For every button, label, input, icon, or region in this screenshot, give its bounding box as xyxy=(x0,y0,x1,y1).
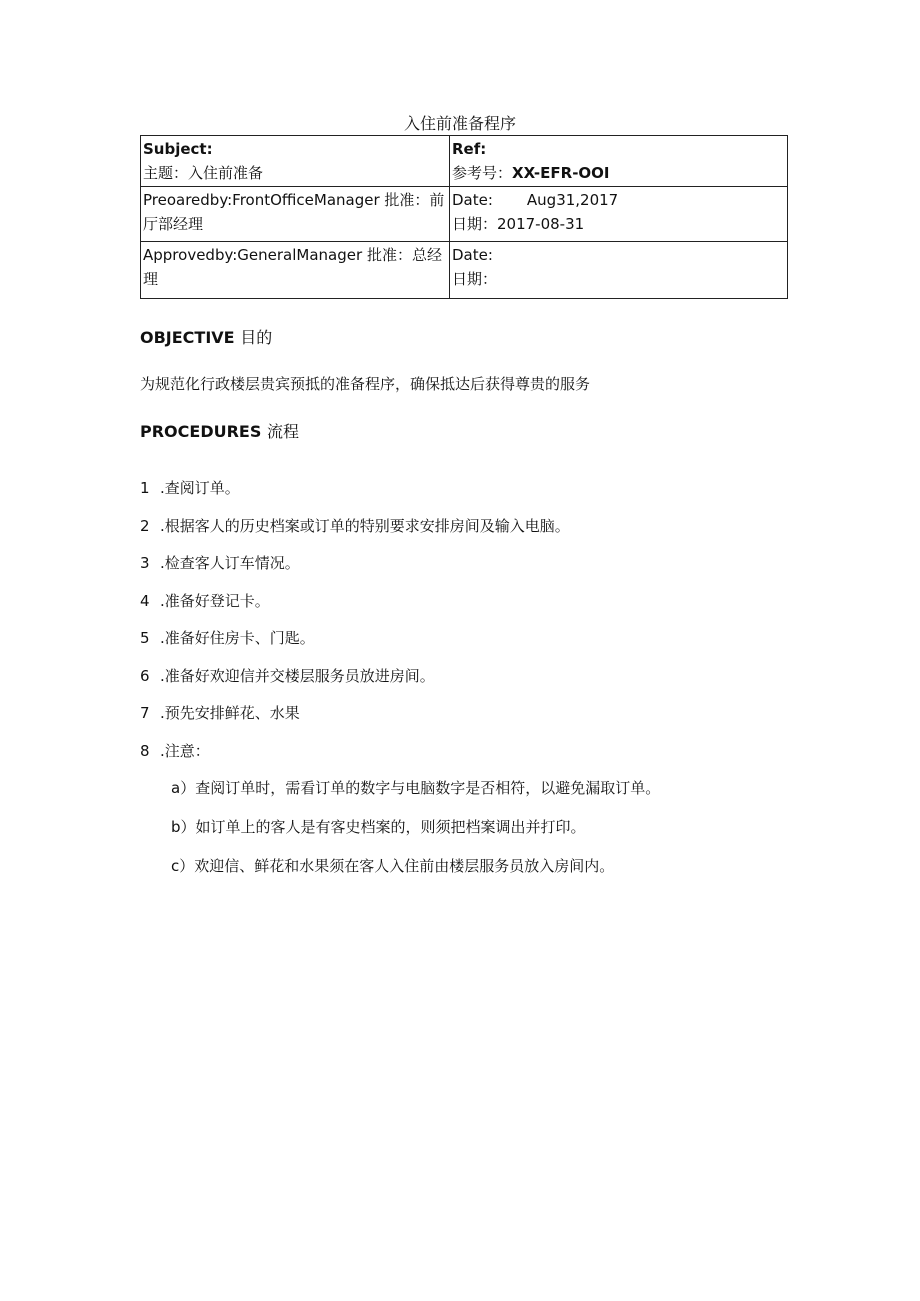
step-number: 2 xyxy=(140,516,150,535)
procedures-heading-en: PROCEDURES xyxy=(140,422,262,441)
objective-heading xyxy=(140,328,272,348)
step-number: 1 xyxy=(140,479,150,497)
step-text: .准备好欢迎信并交楼层服务员放进房间。 xyxy=(160,666,435,685)
step-number: 4 xyxy=(140,591,150,610)
page-title: 入住前准备程序 xyxy=(403,114,516,133)
step-text: .检查客人订车情况。 xyxy=(160,554,300,572)
ref-cell xyxy=(450,136,788,187)
table-row xyxy=(141,187,788,242)
approved-by-text: Approvedby:GeneralManager 批准：总经理 xyxy=(143,246,442,288)
approved-date-cell xyxy=(450,242,788,299)
step-number: 7 xyxy=(140,704,150,722)
step-text: .准备好登记卡。 xyxy=(160,591,270,610)
step-number: 8 xyxy=(140,741,150,760)
note-item: c）欢迎信、鲜花和水果须在客人入住前由楼层服务员放入房间内。 xyxy=(171,857,615,875)
step-number: 5 xyxy=(140,629,150,647)
table-row xyxy=(141,136,788,187)
step-text: .查阅订单。 xyxy=(160,479,240,497)
prepared-by-cell xyxy=(141,187,450,242)
subject-label: Subject: xyxy=(143,140,213,158)
procedures-heading-zh: 流程 xyxy=(266,422,299,441)
prepared-by-text: Preoaredby:FrontOfficeManager 批准：前厅部经理 xyxy=(143,191,445,233)
step-text: .准备好住房卡、门匙。 xyxy=(160,629,315,647)
procedures-heading xyxy=(140,422,299,442)
list-item xyxy=(140,665,570,703)
ref-value-label: 参考号： xyxy=(452,164,513,182)
objective-heading-en: OBJECTIVE xyxy=(140,328,235,347)
approved-date-zh: 日期： xyxy=(452,270,498,288)
list-item xyxy=(140,627,570,665)
step-text: .注意： xyxy=(160,741,210,760)
prepared-date-cell xyxy=(450,187,788,242)
list-item xyxy=(140,590,570,628)
approved-date-label: Date: xyxy=(452,246,493,264)
list-item xyxy=(140,477,570,515)
note-item: b）如订单上的客人是有客史档案的，则须把档案调出并打印。 xyxy=(171,818,586,836)
prepared-date-zh: 日期：2017-08-31 xyxy=(452,215,585,233)
ref-value: XX-EFR-OOI xyxy=(512,164,610,182)
prepared-date-label: Date: xyxy=(452,191,493,209)
document-header-table xyxy=(140,135,788,299)
step-number: 6 xyxy=(140,666,150,685)
prepared-date-value: Aug31,2017 xyxy=(526,191,619,209)
note-item: a）查阅订单时，需看订单的数字与电脑数字是否相符，以避免漏取订单。 xyxy=(171,779,661,797)
subject-cell xyxy=(141,136,450,187)
table-row xyxy=(141,242,788,299)
list-item xyxy=(140,702,570,740)
list-item xyxy=(140,552,570,590)
approved-by-cell xyxy=(141,242,450,299)
procedures-list xyxy=(140,477,570,777)
subject-value: 主题：入住前准备 xyxy=(143,164,264,182)
objective-heading-zh: 目的 xyxy=(240,328,273,347)
objective-text: 为规范化行政楼层贵宾预抵的准备程序，确保抵达后获得尊贵的服务 xyxy=(140,375,591,393)
step-number: 3 xyxy=(140,554,150,572)
step-text: .根据客人的历史档案或订单的特别要求安排房间及输入电脑。 xyxy=(160,516,570,535)
list-item xyxy=(140,515,570,553)
step-text: .预先安排鲜花、水果 xyxy=(160,704,300,722)
notes-list xyxy=(171,777,660,894)
ref-label: Ref: xyxy=(452,140,487,158)
list-item xyxy=(140,740,570,778)
